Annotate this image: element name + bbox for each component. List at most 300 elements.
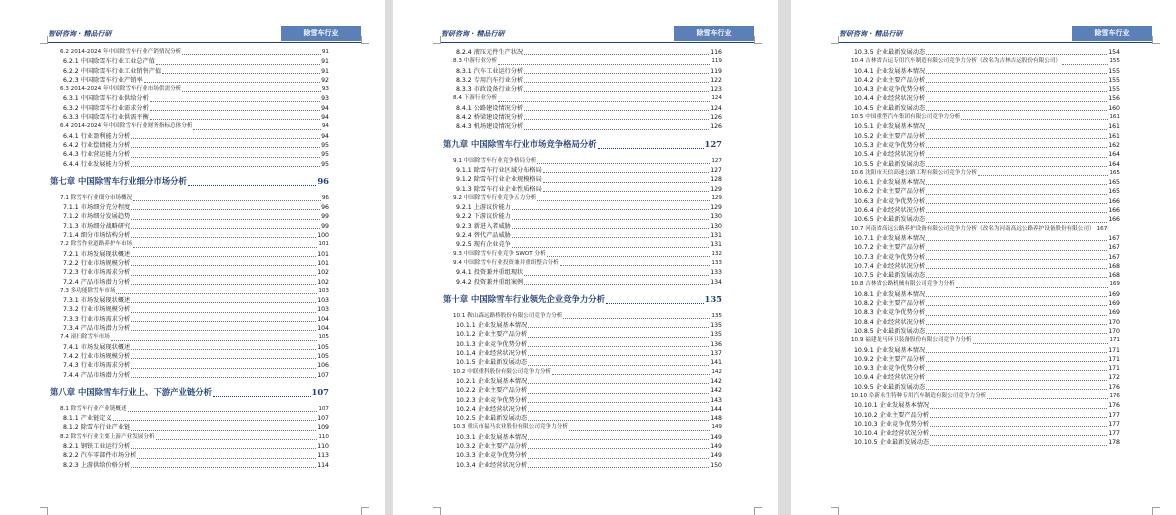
toc-entry[interactable] (443, 122, 722, 131)
crop-mark (433, 507, 441, 515)
page-header (48, 29, 361, 43)
toc-entry[interactable] (443, 358, 722, 367)
toc-entry[interactable] (50, 414, 329, 423)
toc-entry-title: 10.3.1 企业发展基本情况 (456, 433, 528, 441)
toc-dot-leader (961, 119, 1108, 120)
toc-page-number: 99 (321, 222, 329, 230)
toc-entry[interactable] (841, 243, 1120, 252)
toc-entry[interactable] (443, 368, 722, 377)
toc-chapter-entry[interactable] (443, 132, 722, 157)
toc-dot-leader (524, 54, 709, 55)
toc-entry[interactable] (841, 122, 1120, 131)
toc-entry-title: 10.5.3 企业竞争优势分析 (854, 141, 926, 149)
toc-page-number: 155 (1108, 76, 1120, 84)
crop-mark (754, 507, 762, 515)
toc-dot-leader (528, 365, 709, 366)
toc-page-number: 128 (710, 176, 722, 184)
toc-entry-title: 10.1.1 企业发展基本情况 (456, 322, 528, 330)
toc-entry[interactable] (443, 157, 722, 166)
toc-dot-leader (528, 458, 709, 459)
toc-entry[interactable] (443, 442, 722, 451)
toc-page-number: 170 (1108, 318, 1120, 326)
toc-entry-title: 10.8.2 企业主要产品分析 (854, 300, 926, 308)
toc-page-number: 149 (710, 452, 722, 460)
toc-entry-title: 10.10.3 企业竞争优势分析 (854, 420, 930, 428)
toc-entry[interactable] (443, 76, 722, 85)
toc-entry[interactable] (50, 240, 329, 249)
toc-entry[interactable] (443, 104, 722, 113)
toc-entry-title: 10.7.4 企业经营状况分析 (854, 262, 926, 270)
toc-entry-title: 9.4.1 投资兼并重组现状 (456, 269, 524, 277)
toc-page-number: 101 (317, 250, 329, 258)
toc-dot-leader (528, 355, 709, 356)
toc-dot-leader (926, 129, 1107, 130)
toc-entry[interactable] (841, 401, 1120, 410)
toc-dot-leader (528, 383, 709, 384)
toc-entry[interactable] (841, 57, 1120, 66)
toc-entry[interactable] (50, 259, 329, 268)
toc-entry[interactable] (443, 166, 722, 175)
toc-page-number: 104 (317, 315, 329, 323)
toc-page-number: 102 (317, 269, 329, 277)
header-brand: 智研咨询 · 精品行研 (48, 30, 112, 38)
toc-page-number: 167 (1108, 244, 1120, 252)
toc-dot-leader (113, 420, 317, 421)
toc-entry[interactable] (50, 94, 329, 103)
toc-entry[interactable] (443, 340, 722, 349)
toc-entry[interactable] (443, 451, 722, 460)
toc-entry-title: 8.3 中游行业分析 (453, 58, 498, 65)
toc-entry-title: 10.6.1 企业发展基本情况 (854, 179, 926, 187)
toc-page-number: 105 (318, 334, 329, 341)
toc-entry[interactable] (841, 76, 1120, 85)
header-brand: 智研咨询 · 精品行研 (441, 30, 505, 38)
toc-entry[interactable] (443, 250, 722, 259)
toc-entry[interactable] (841, 197, 1120, 206)
toc-dot-leader (1062, 64, 1108, 65)
toc-page-number: 101 (318, 241, 329, 248)
toc-chapter-entry[interactable] (50, 380, 329, 405)
toc-page-number: 133 (710, 269, 722, 277)
toc-page-number: 143 (710, 396, 722, 404)
toc-dot-leader (978, 175, 1108, 176)
toc-entry-title: 9.2.3 新进入者威胁 (456, 222, 511, 230)
toc-entry[interactable] (841, 290, 1120, 299)
toc-dot-leader (524, 82, 709, 83)
toc-entry[interactable] (841, 280, 1120, 289)
toc-page-number: 171 (1108, 365, 1120, 373)
toc-dot-leader (528, 411, 709, 412)
toc-dot-leader (543, 191, 709, 192)
toc-dot-leader (131, 302, 316, 303)
toc-page-number: 110 (318, 433, 329, 440)
toc-page-number: 130 (710, 213, 722, 221)
toc-entry[interactable] (443, 312, 722, 321)
toc-page-number: 169 (1108, 290, 1120, 298)
toc-entry[interactable] (443, 461, 722, 470)
toc-entry[interactable] (841, 355, 1120, 364)
toc-entry[interactable] (50, 67, 329, 76)
toc-entry-title: 7.1.1 市场细分充分程度 (63, 204, 131, 212)
toc-entry[interactable] (443, 405, 722, 414)
toc-entry[interactable] (443, 321, 722, 330)
toc-page-number: 122 (710, 76, 722, 84)
toc-dot-leader (131, 265, 316, 266)
toc-entry-title: 10.10.2 企业主要产品分析 (854, 411, 930, 419)
toc-entry[interactable] (50, 150, 329, 159)
toc-entry[interactable] (841, 262, 1120, 271)
toc-entry[interactable] (50, 194, 329, 203)
toc-dot-leader (131, 209, 320, 210)
toc-entry[interactable] (443, 94, 722, 103)
toc-dot-leader (930, 435, 1107, 436)
toc-entry[interactable] (841, 364, 1120, 373)
toc-entry[interactable] (50, 222, 329, 231)
toc-entry[interactable] (50, 352, 329, 361)
toc-entry[interactable] (50, 122, 329, 131)
toc-entry[interactable] (841, 420, 1120, 429)
toc-page-number: 102 (317, 278, 329, 286)
toc-page-number: 165 (1108, 179, 1120, 187)
toc-page-number: 132 (711, 250, 722, 257)
toc-page-number: 172 (1108, 374, 1120, 382)
toc-entry-title: 7.2 除雪作业道路养护车市场 (60, 241, 133, 248)
toc-entry[interactable] (50, 104, 329, 113)
toc-page-number: 168 (1108, 262, 1120, 270)
toc-entry[interactable] (50, 268, 329, 277)
toc-entry-title: 10.8.4 企业经营状况分析 (854, 318, 926, 326)
toc-entry[interactable] (841, 225, 1120, 234)
toc-entry[interactable] (50, 113, 329, 122)
toc-dot-leader (926, 268, 1107, 269)
toc-entry[interactable] (50, 343, 329, 352)
toc-chapter-entry[interactable] (50, 169, 329, 194)
toc-entry[interactable] (841, 327, 1120, 336)
toc-page-number: 171 (1108, 355, 1120, 363)
toc-entry[interactable] (50, 203, 329, 212)
toc-entry[interactable] (50, 132, 329, 141)
toc-entry-title: 10.5.5 企业最新发展动态 (854, 160, 926, 168)
toc-entry[interactable] (841, 253, 1120, 262)
toc-page-number: 129 (710, 185, 722, 193)
toc-dot-leader (156, 439, 318, 440)
toc-entry-title: 7.3.3 行业市场需求分析 (63, 315, 131, 323)
toc-entry[interactable] (443, 67, 722, 76)
toc-entry-title: 10.9.5 企业最新发展动态 (854, 383, 926, 391)
toc-entry[interactable] (50, 48, 329, 57)
toc-entry[interactable] (443, 194, 722, 203)
toc-entry[interactable] (841, 318, 1120, 327)
toc-entry[interactable] (443, 330, 722, 339)
toc-entry-title: 7.4.4 产品市场潜力分析 (63, 371, 131, 379)
toc-entry-title: 6.3.3 中国除雪车行业供需平衡 (63, 114, 149, 122)
toc-entry[interactable] (50, 405, 329, 414)
toc-entry[interactable] (443, 212, 722, 221)
toc-page-number: 94 (321, 104, 329, 112)
toc-page-number: 103 (317, 297, 329, 305)
toc-entry-title: 第七章 中国除雪车行业细分市场分析 (50, 175, 187, 186)
toc-entry[interactable] (443, 231, 722, 240)
toc-page-number: 137 (710, 350, 722, 358)
toc-entry[interactable] (443, 240, 722, 249)
toc-entry[interactable] (443, 414, 722, 423)
toc-page-number: 177 (1108, 411, 1120, 419)
toc-entry-title: 6.3 2014-2024 年中国除雪车行业市场供需分析 (60, 86, 182, 93)
toc-entry-title: 10.1 鞍山森远路桥股份有限公司竞争力分析 (453, 312, 563, 319)
toc-entry[interactable] (841, 104, 1120, 113)
toc-entry[interactable] (50, 57, 329, 66)
toc-entry[interactable] (841, 383, 1120, 392)
toc-entry[interactable] (50, 305, 329, 314)
toc-entry-title: 9.2.1 上游议价能力 (456, 204, 511, 212)
toc-entry[interactable] (841, 299, 1120, 308)
toc-entry-title: 10.10.5 企业最新发展动态 (854, 439, 930, 447)
toc-page-number: 107 (317, 415, 329, 423)
toc-entry-title: 10.6.2 企业主要产品分析 (854, 188, 926, 196)
toc-page-number: 103 (317, 306, 329, 314)
toc-page-number: 133 (711, 259, 722, 266)
toc-entry-title: 10.8 吉林省公路机械有限公司竞争力分析 (851, 281, 955, 288)
crop-mark (1152, 507, 1160, 515)
toc-page-number: 155 (1108, 67, 1120, 75)
toc-dot-leader (131, 284, 316, 285)
toc-entry-title: 6.4.2 行业偿债能力分析 (63, 141, 131, 149)
toc-page-number: 148 (710, 415, 722, 423)
toc-dot-leader (512, 247, 709, 248)
toc-dot-leader (528, 448, 709, 449)
toc-entry[interactable] (50, 423, 329, 432)
toc-entry[interactable] (50, 231, 329, 240)
toc-page-number: 177 (1108, 430, 1120, 438)
toc-entry[interactable] (443, 185, 722, 194)
toc-entry-title: 10.6 沈阳市天信高速公路工程有限公司竞争力分析 (851, 169, 978, 176)
toc-entry[interactable] (50, 85, 329, 94)
toc-entry-title: 10.6.3 企业竞争优势分析 (854, 197, 926, 205)
toc-entry-title: 8.1 除雪车行业产业链概述 (60, 405, 127, 412)
toc-dot-leader (926, 259, 1107, 260)
toc-page-number: 110 (317, 442, 329, 450)
toc-entry[interactable] (443, 259, 722, 268)
toc-entry[interactable] (50, 324, 329, 333)
toc-dot-leader (528, 439, 709, 440)
toc-entry[interactable] (443, 349, 722, 358)
toc-entry-title: 10.4.2 企业主要产品分析 (854, 76, 926, 84)
toc-dot-leader (528, 402, 709, 403)
toc-entry[interactable] (841, 346, 1120, 355)
toc-dot-leader (926, 147, 1107, 148)
toc-entry[interactable] (841, 373, 1120, 382)
toc-entry-title: 7.3 多功能除雪车市场 (60, 287, 116, 294)
toc-page-number: 164 (1108, 160, 1120, 168)
toc-entry[interactable] (443, 175, 722, 184)
toc-entry[interactable] (841, 411, 1120, 420)
toc-entry-title: 6.4 2014-2024 年中国除雪车行业财务指标总体分析 (60, 123, 193, 130)
toc-entry[interactable] (841, 160, 1120, 169)
toc-entry[interactable] (443, 203, 722, 212)
toc-page-number: 168 (1108, 272, 1120, 280)
toc-dot-leader (131, 138, 320, 139)
toc-entry-title: 6.3.1 中国除雪车行业供给分析 (63, 95, 149, 103)
page-header (441, 29, 754, 43)
toc-page-number: 170 (1108, 327, 1120, 335)
toc-dot-leader (598, 148, 704, 149)
toc-dot-leader (131, 448, 316, 449)
toc-entry[interactable] (50, 333, 329, 342)
toc-dot-leader (144, 82, 321, 83)
toc-dot-leader (926, 333, 1107, 334)
toc-entry[interactable] (841, 215, 1120, 224)
toc-chapter-entry[interactable] (443, 287, 722, 312)
toc-entry-title: 10.10.4 企业经营状况分析 (854, 430, 930, 438)
toc-entry-title: 10.3.4 企业经营状况分析 (456, 461, 528, 469)
toc-page-number: 105 (317, 343, 329, 351)
toc-dot-leader (131, 256, 316, 257)
toc-entry-title: 10.9.1 企业发展基本情况 (854, 346, 926, 354)
toc-page-2 (393, 0, 778, 515)
toc-entry[interactable] (50, 212, 329, 221)
toc-entry-title: 第八章 中国除雪车行业上、下游产业链分析 (50, 386, 213, 397)
toc-page-number: 155 (1109, 58, 1120, 65)
toc-entry[interactable] (841, 141, 1120, 150)
crop-mark (40, 36, 48, 44)
toc-entry[interactable] (443, 85, 722, 94)
crop-mark (831, 507, 839, 515)
toc-entry[interactable] (443, 423, 722, 432)
toc-entry[interactable] (443, 268, 722, 277)
toc-entry[interactable] (841, 206, 1120, 215)
toc-entry-title: 8.2.3 上游供给价格分析 (63, 461, 131, 469)
toc-dot-leader (131, 430, 316, 431)
toc-dot-leader (563, 318, 710, 319)
toc-entry[interactable] (50, 315, 329, 324)
toc-page-number: 169 (1108, 300, 1120, 308)
toc-dot-leader (162, 73, 320, 74)
toc-entry[interactable] (50, 296, 329, 305)
toc-page-number: 136 (710, 340, 722, 348)
toc-dot-leader (182, 54, 321, 55)
toc-entry[interactable] (841, 132, 1120, 141)
toc-page-number: 94 (321, 132, 329, 140)
toc-entry[interactable] (50, 442, 329, 451)
toc-dot-leader (926, 138, 1107, 139)
toc-dot-leader (512, 237, 709, 238)
toc-entry[interactable] (443, 278, 722, 287)
toc-entry[interactable] (50, 371, 329, 380)
toc-entry[interactable] (443, 433, 722, 442)
toc-entry-title: 10.4 吉林省吉运专用汽车制造有限公司竞争力分析（改名为吉林吉运股份有限公司） (851, 58, 1062, 65)
toc-entry[interactable] (841, 150, 1120, 159)
toc-entry[interactable] (841, 271, 1120, 280)
toc-page-number: 107 (318, 405, 329, 412)
toc-entry-title: 7.4 滚扫除雪车市场 (60, 334, 110, 341)
toc-entry[interactable] (841, 234, 1120, 243)
toc-dot-leader (524, 73, 709, 74)
toc-dot-leader (552, 374, 710, 375)
toc-dot-leader (131, 349, 316, 350)
toc-dot-leader (926, 277, 1107, 278)
toc-entry[interactable] (841, 48, 1120, 57)
toc-dot-leader (188, 185, 316, 186)
toc-entry[interactable] (50, 361, 329, 370)
toc-entry-title: 9.2.2 下游议价能力 (456, 213, 511, 221)
toc-entry-title: 10.1.4 企业经营状况分析 (456, 350, 528, 358)
toc-page-number: 91 (321, 58, 329, 66)
toc-entry-title: 6.2 2014-2024 年中国除雪车行业产销情况分析 (60, 49, 182, 55)
toc-entry[interactable] (443, 222, 722, 231)
toc-page-1 (0, 0, 385, 515)
toc-entry[interactable] (50, 250, 329, 259)
toc-dot-leader (926, 361, 1107, 362)
toc-entry[interactable] (841, 67, 1120, 76)
toc-entry[interactable] (841, 94, 1120, 103)
toc-entry[interactable] (443, 48, 722, 57)
toc-entry-title: 8.4.2 桥梁建设情况分析 (456, 114, 524, 122)
toc-page-number: 92 (321, 76, 329, 84)
toc-page-number: 167 (1096, 225, 1108, 232)
toc-entry[interactable] (841, 308, 1120, 317)
toc-entry[interactable] (841, 113, 1120, 122)
toc-entry[interactable] (443, 377, 722, 386)
toc-entry[interactable] (841, 438, 1120, 447)
toc-dot-leader (926, 389, 1107, 390)
toc-entry-title: 7.2.4 产品市场潜力分析 (63, 278, 131, 286)
toc-entry[interactable] (841, 85, 1120, 94)
toc-entry[interactable] (841, 392, 1120, 401)
toc-dot-leader (131, 368, 316, 369)
toc-entry[interactable] (841, 429, 1120, 438)
toc-entry[interactable] (841, 187, 1120, 196)
toc-page-number: 135 (710, 322, 722, 330)
toc-dot-leader (116, 293, 317, 294)
toc-page-number: 96 (317, 175, 329, 186)
toc-entry-title: 10.3 重庆市福马农业股份有限公司竞争力分析 (453, 424, 568, 431)
toc-entry[interactable] (443, 113, 722, 122)
toc-entry[interactable] (50, 461, 329, 470)
toc-entry[interactable] (841, 169, 1120, 178)
toc-entry[interactable] (50, 278, 329, 287)
toc-entry-title: 10.10.1 企业发展基本情况 (854, 402, 930, 410)
toc-page-number: 176 (1108, 383, 1120, 391)
toc-entry[interactable] (50, 433, 329, 442)
toc-page-number: 150 (710, 461, 722, 469)
toc-entry[interactable] (50, 141, 329, 150)
toc-dot-leader (926, 73, 1107, 74)
toc-entry-title: 6.4.3 行业营运能力分析 (63, 151, 131, 159)
toc-entry[interactable] (443, 396, 722, 405)
toc-entry[interactable] (50, 287, 329, 296)
toc-entry[interactable] (50, 451, 329, 460)
toc-dot-leader (926, 315, 1107, 316)
toc-entry[interactable] (443, 57, 722, 66)
toc-entry[interactable] (50, 76, 329, 85)
toc-entry[interactable] (841, 336, 1120, 345)
toc-entry[interactable] (50, 160, 329, 169)
toc-entry-title: 10.10 阜新永生特种专用汽车制造有限公司竞争力分析 (851, 392, 987, 399)
toc-dot-leader (926, 91, 1107, 92)
toc-entry-title: 10.3.3 企业竞争优势分析 (456, 452, 528, 460)
toc-page-number: 119 (710, 67, 722, 75)
toc-entry[interactable] (841, 178, 1120, 187)
toc-page-number: 100 (317, 232, 329, 240)
toc-entry-title: 10.2.3 企业竞争优势分析 (456, 396, 528, 404)
toc-entry-title: 10.8.5 企业最新发展动态 (854, 327, 926, 335)
toc-dot-leader (926, 296, 1107, 297)
toc-page-number: 94 (321, 114, 329, 122)
toc-entry[interactable] (443, 386, 722, 395)
toc-entry-title: 8.2 除雪车行业主要上游产业发展分析 (60, 433, 155, 440)
toc-page-number: 126 (710, 123, 722, 131)
toc-entry-title: 6.4.4 行业发展能力分析 (63, 160, 131, 168)
